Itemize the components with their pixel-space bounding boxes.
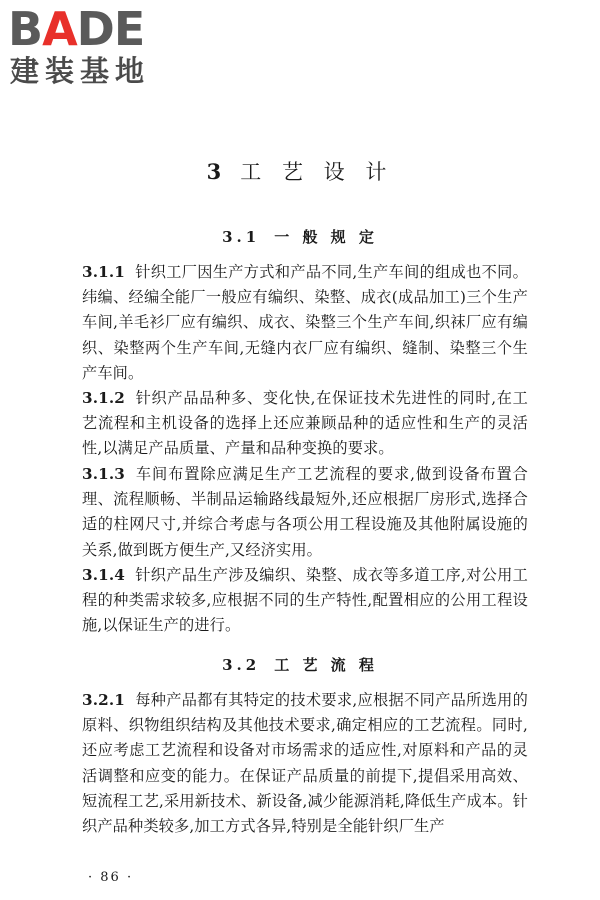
logo-letter-a-accent: A xyxy=(42,2,77,56)
section-heading-3-2 xyxy=(0,655,600,675)
logo-subtitle: 建装基地 xyxy=(10,54,151,88)
clause-number: 3.1.4 xyxy=(82,566,126,584)
logo-wordmark xyxy=(8,4,144,54)
clause-number: 3.1.2 xyxy=(82,389,126,407)
clause-text: 每种产品都有其特定的技术要求,应根据不同产品所选用的原料、织物组织结构及其他技术要求,确定相应的工艺流程。同时,还应考虑工艺流程和设备对市场需求的适应性,对原料和产品的灵活调整和应变的能力。在保证产品质量的前提下,提倡采用高效、短流程工艺,采用新技术、新设备,减少能源消耗,降低生产成本。针织产品种类较多,加工方式各异,特别是全能针织厂生产 xyxy=(82,691,528,836)
clause-3-1-1 xyxy=(82,260,528,386)
clause-text: 车间布置除应满足生产工艺流程的要求,做到设备布置合理、流程顺畅、半制品运输路线最短外,还应根据厂房形式,选择合适的柱网尺寸,并综合考虑与各项公用工程设施及其他附属设施的关系,做到既方便生产,又经济实用。 xyxy=(82,465,528,559)
chapter-title xyxy=(0,157,600,187)
clause-number: 3.2.1 xyxy=(82,691,126,709)
chapter-title-text: 工 艺 设 计 xyxy=(240,160,394,184)
clause-text: 针织工厂因生产方式和产品不同,生产车间的组成也不同。纬编、经编全能厂一般应有编织、染整、成衣(成品加工)三个生产车间,羊毛衫厂应有编织、成衣、染整三个生产车间,织袜厂应有编织、染整两个生产车间,无缝内衣厂应有编织、缝制、染整三个生产车间。 xyxy=(82,263,528,382)
section-number: 3.2 xyxy=(222,656,261,674)
page-number: · 86 · xyxy=(88,870,134,885)
clause-number: 3.1.1 xyxy=(82,263,126,281)
clause-text: 针织产品品种多、变化快,在保证技术先进性的同时,在工艺流程和主机设备的选择上还应兼顾品种的适应性和生产的灵活性,以满足产品质量、产量和品种变换的要求。 xyxy=(82,389,528,458)
chapter-number: 3 xyxy=(206,159,229,184)
section-heading-3-1 xyxy=(0,227,600,247)
bade-logo xyxy=(8,4,178,94)
clause-3-1-4 xyxy=(82,563,528,639)
logo-letter-b: B xyxy=(8,2,43,56)
clause-3-1-2 xyxy=(82,386,528,462)
clause-3-1-3 xyxy=(82,462,528,563)
clause-3-2-1 xyxy=(82,688,528,839)
section-title: 工 艺 流 程 xyxy=(274,656,378,674)
logo-letters-de: DE xyxy=(76,2,145,56)
clause-text: 针织产品生产涉及编织、染整、成衣等多道工序,对公用工程的种类需求较多,应根据不同的生产特性,配置相应的公用工程设施,以保证生产的进行。 xyxy=(82,566,528,635)
section-number: 3.1 xyxy=(222,228,261,246)
clause-number: 3.1.3 xyxy=(82,465,126,483)
section-title: 一 般 规 定 xyxy=(274,228,378,246)
